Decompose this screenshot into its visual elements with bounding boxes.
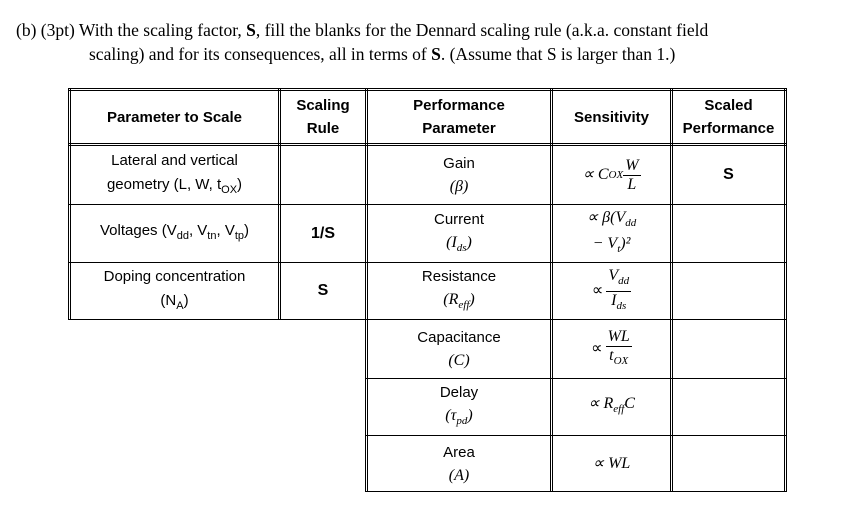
row4-scaled-blank[interactable] [673,320,784,378]
row3-rule-value: S [317,282,329,299]
row2-sub-tp: tp [234,230,245,242]
row2-sens-line1 [587,208,637,233]
row6-perf-name: Area [443,443,475,461]
question-line2-end: . (Assume that S is larger than 1.) [440,44,676,64]
row4-sens-num: WL [607,327,630,345]
row3-rule-blank[interactable] [281,263,365,319]
row2-sub-dd: dd [176,230,189,242]
row6-perf-symbol: (A) [448,466,470,484]
question-points: (3pt) [40,20,75,40]
question-line2-start: scaling) and for its consequences, all in terms of [89,44,427,64]
row2-perf-symbol-a: (I [446,233,457,251]
row2-sens-l2-end: )² [620,234,631,252]
row1-sensitivity [553,146,670,204]
row3-perf-symbol [443,289,474,316]
row4-performance [368,320,550,378]
row1-sens-num: W [625,156,639,174]
row4-sens-den [607,347,630,370]
row3-perf-symbol-b: ) [469,291,475,309]
row2-sub-tn: tn [207,230,217,242]
row2-sens-line2 [593,234,631,259]
row5-perf-symbol [445,405,472,432]
row4-sens-den-sub: OX [613,355,629,368]
row4-perf-symbol: (C) [448,352,470,369]
row6-performance [368,436,550,491]
row5-sens-a: ∝ R [588,395,614,413]
header-parameter-text: Parameter to Scale [106,108,243,126]
header-performance [368,91,550,143]
row6-sensitivity [553,436,670,491]
row3-perf-name: Resistance [421,268,497,286]
row1-parameter [71,146,278,204]
row6-sens-expr: ∝ WL [592,454,631,472]
row2-rule-blank[interactable] [281,205,365,262]
row1-param-end: ) [237,175,243,193]
header-perf-line1: Performance [413,97,505,114]
row1-rule-blank[interactable] [281,146,365,204]
header-sensitivity-text: Sensitivity [573,108,650,126]
row5-perf-symbol-a: (τ [445,407,457,425]
row1-scaled-blank[interactable] [673,146,784,204]
table-border-right [784,88,787,492]
row2-perf-symbol [446,232,472,259]
table-border-bottom [365,491,787,492]
row1-perf-name: Gain [443,155,475,172]
row1-perf-symbol: (β) [449,178,469,195]
row2-sens-l1-text: ∝ β(V [586,209,626,227]
row3-sens-den-sub: ds [616,299,627,312]
row3-sens-num-sub: dd [618,275,630,288]
row5-perf-symbol-b: ) [467,407,473,425]
row3-sensitivity [553,263,670,319]
row1-param-line1: Lateral and vertical [111,151,238,169]
row3-scaled-blank[interactable] [673,263,784,319]
row1-sens-prefix: ∝ C [582,166,609,183]
header-scaled-line2: Performance [682,120,775,137]
header-rule-line1: Scaling [296,97,350,114]
row2-perf-symbol-b: ) [466,233,472,251]
row5-sensitivity [553,379,670,435]
header-scaled-line1: Scaled [704,97,753,114]
row2-sens-l1-sub: dd [625,217,637,230]
header-rule [281,91,365,143]
row3-param-text: (N [160,291,177,309]
row1-param-text: geometry (L, W, t [106,175,222,193]
row3-param-end: ) [183,291,189,309]
row3-performance [368,263,550,319]
row3-param-sub: A [176,299,184,312]
row2-parameter [71,205,278,262]
question-line2-S: S [431,44,441,64]
row2-perf-symbol-sub: ds [456,242,467,255]
row5-performance [368,379,550,435]
row4-perf-name: Capacitance [417,329,501,346]
row2-sensitivity [553,205,670,262]
row2-sep1: , V [188,222,208,239]
row2-performance [368,205,550,262]
row4-sens-fraction [606,328,632,370]
header-parameter [71,91,278,143]
row3-sens-den-text: I [611,291,617,309]
row3-parameter [71,263,278,319]
row4-sensitivity [553,320,670,378]
row5-scaled-blank[interactable] [673,379,784,435]
row6-scaled-blank[interactable] [673,436,784,491]
question-text [16,18,816,66]
row1-param-sub: OX [221,183,238,196]
row5-perf-symbol-sub: pd [456,415,468,428]
row2-sens-l2-text: − V [592,234,618,252]
row3-sens-den [609,292,628,315]
header-sensitivity [553,91,670,143]
question-line1-S: S [246,20,256,40]
question-part: (b) [16,20,37,40]
row2-param-end: ) [244,222,250,239]
row4-sens-prefix: ∝ [591,340,603,357]
row3-sens-num-text: V [608,267,619,285]
question-line1-end: , fill the blanks for the Dennard scaling rule (a.k.a. constant field [255,20,709,40]
row2-sep2: , V [216,222,235,239]
row5-perf-name: Delay [439,384,479,402]
row3-sens-prefix: ∝ [591,282,604,299]
row1-sens-sub: OX [608,169,624,181]
row1-param-line2 [107,173,242,202]
header-rule-line2: Rule [306,120,340,137]
row2-param-text: Voltages (V [99,222,177,239]
row2-sens-l2-sub: t [617,242,621,255]
row3-param-line1: Doping concentration [103,267,246,285]
row1-sens-fraction [623,157,640,194]
row2-rule-value: 1/S [310,224,335,242]
row1-performance [368,146,550,204]
row5-sens-b: C [624,395,635,413]
row4-sens-den-text: t [609,346,614,364]
header-scaled [673,91,784,143]
row3-param-line2 [160,289,188,318]
row3-sens-num [606,267,631,291]
row2-param-line [100,219,249,248]
row1-scaled-value: S [723,166,734,183]
row5-sens-sub: eff [613,403,625,416]
row3-perf-symbol-a: (R [443,291,459,309]
header-perf-line2: Parameter [422,120,496,137]
row2-perf-name: Current [433,210,485,228]
question-line2 [16,42,816,66]
question-line1-start: With the scaling factor, [78,20,242,40]
row3-sens-fraction [606,267,631,314]
row2-scaled-blank[interactable] [673,205,784,262]
row5-sens-expr [588,393,635,420]
row1-sens-den: L [627,175,637,193]
row3-perf-symbol-sub: eff [458,299,470,312]
